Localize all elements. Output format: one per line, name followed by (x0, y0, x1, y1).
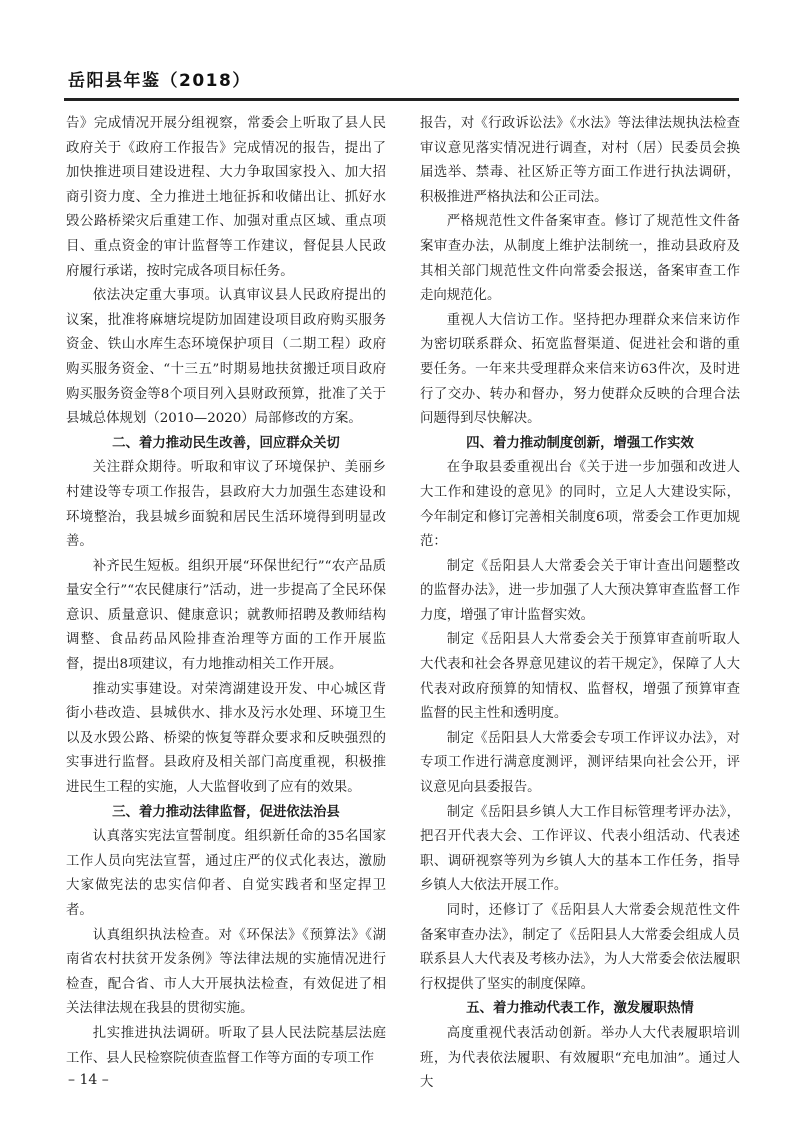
paragraph: 扎实推进执法调研。听取了县人民法院基层法庭工作、县人民检察院侦查监督工作等方面的专项工作 (66, 1025, 386, 1066)
paragraph: 报告，对《行政诉讼法》《水法》等法律法规执法检查审议意见落实情况进行调查，对村（居）民委员会换届选举、禁毒、社区矫正等方面工作进行执法调研，积极推进严格执法和公正司法。 (420, 116, 740, 205)
left-column (66, 112, 386, 1066)
page-number: – 14 – (68, 1072, 109, 1088)
header-rule (64, 98, 739, 101)
paragraph: 同时，还修订了《岳阳县人大常委会规范性文件备案审查办法》，制定了《岳阳县人大常委会组成人员联系县人大代表及考核办法》，为人大常委会依法履职行权提供了坚实的制度保障。 (420, 903, 740, 992)
paragraph: 补齐民生短板。组织开展“环保世纪行”“农产品质量安全行”“农民健康行”活动，进一步提高了全民环保意识、质量意识、健康意识；就教师招聘及教师结构调整、食品药品风险排查治理等方面的工作开展监督，提出8项建议，有力地推动相关工作开展。 (66, 558, 386, 673)
paragraph: 在争取县委重视出台《关于进一步加强和改进人大工作和建设的意见》的同时，立足人大建设实际，今年制定和修订完善相关制度6项，常委会工作更加规范： (420, 460, 740, 550)
section-heading: 二、着力推动民生改善，回应群众关切 (112, 435, 340, 451)
paragraph: 制定《岳阳县人大常委会关于预算审查前听取人大代表和社会各界意见建议的若干规定》，保障了人大代表对政府预算的知情权、监督权，增强了预算审查监督的民主性和透明度。 (420, 632, 740, 722)
page-header-title: 岳阳县年鉴（2018） (68, 71, 251, 91)
paragraph: 告》完成情况开展分组视察，常委会上听取了县人民政府关于《政府工作报告》完成情况的报告，提出了加快推进项目建设进程、大力争取国家投入、加大招商引资力度、全力推进土地征拆和收储出让、抓好水毁公路桥梁灾后重建工作、加强对重点区域、重点项目、重点资金的审计监督等工作建议，督促县人民政府履行承诺，按时完成各项目标任务。 (66, 116, 386, 279)
section-heading: 三、着力推动法律监督，促进依法治县 (112, 804, 340, 820)
paragraph: 重视人大信访工作。坚持把办理群众来信来访作为密切联系群众、拓宽监督渠道、促进社会和谐的重要任务。一年来共受理群众来信来访63件次，及时进行了交办、转办和督办，努力使群众反映的合理合法问题得到尽快解决。 (420, 312, 740, 427)
right-column (420, 112, 740, 1091)
paragraph: 依法决定重大事项。认真审议县人民政府提出的议案，批准将麻塘垸堤防加固建设项目政府购买服务资金、铁山水库生态环境保护项目（二期工程）政府购买服务资金、“十三五”时期易地扶贫搬迁项目政府购买服务资金等8个项目列入县财政预算，批准了关于县城总体规划（2010—2020）局部修改的方案。 (66, 288, 386, 427)
paragraph: 严格规范性文件备案审查。修订了规范性文件备案审查办法，从制度上维护法制统一，推动县政府及其相关部门规范性文件向常委会报送，备案审查工作走向规范化。 (420, 214, 740, 304)
paragraph: 认真落实宪法宣誓制度。组织新任命的35名国家工作人员向宪法宣誓，通过庄严的仪式化表达，激励大家做宪法的忠实信仰者、自觉实践者和坚定捍卫者。 (66, 829, 386, 918)
section-heading: 四、着力推动制度创新，增强工作实效 (466, 435, 694, 451)
section-heading: 五、着力推动代表工作，激发履职热情 (466, 1001, 694, 1017)
paragraph: 推动实事建设。对荣湾湖建设开发、中心城区背街小巷改造、县城供水、排水及污水处理、环境卫生以及水毁公路、桥梁的恢复等群众要求和反映强烈的实事进行监督。县政府及相关部门高度重视，积极推进民生工程的实施，人大监督收到了应有的效果。 (66, 681, 386, 796)
paragraph: 认真组织执法检查。对《环保法》《预算法》《湖南省农村扶贫开发条例》等法律法规的实施情况进行检查，配合省、市人大开展执法检查，有效促进了相关法律法规在我县的贯彻实施。 (66, 927, 386, 1017)
paragraph: 制定《岳阳县乡镇人大工作目标管理考评办法》，把召开代表大会、工作评议、代表小组活动、代表述职、调研视察等列为乡镇人大的基本工作任务，指导乡镇人大依法开展工作。 (420, 804, 740, 894)
paragraph: 制定《岳阳县人大常委会关于审计查出问题整改的监督办法》，进一步加强了人大预决算审查监督工作力度，增强了审计监督实效。 (420, 558, 740, 623)
paragraph: 关注群众期待。听取和审议了环境保护、美丽乡村建设等专项工作报告，县政府大力加强生态建设和环境整治，我县城乡面貌和居民生活环境得到明显改善。 (66, 460, 386, 550)
paragraph: 制定《岳阳县人大常委会专项工作评议办法》，对专项工作进行满意度测评，测评结果向社会公开，评议意见向县委报告。 (420, 730, 740, 796)
paragraph: 高度重视代表活动创新。举办人大代表履职培训班，为代表依法履职、有效履职“充电加油”。通过人大 (420, 1025, 740, 1091)
